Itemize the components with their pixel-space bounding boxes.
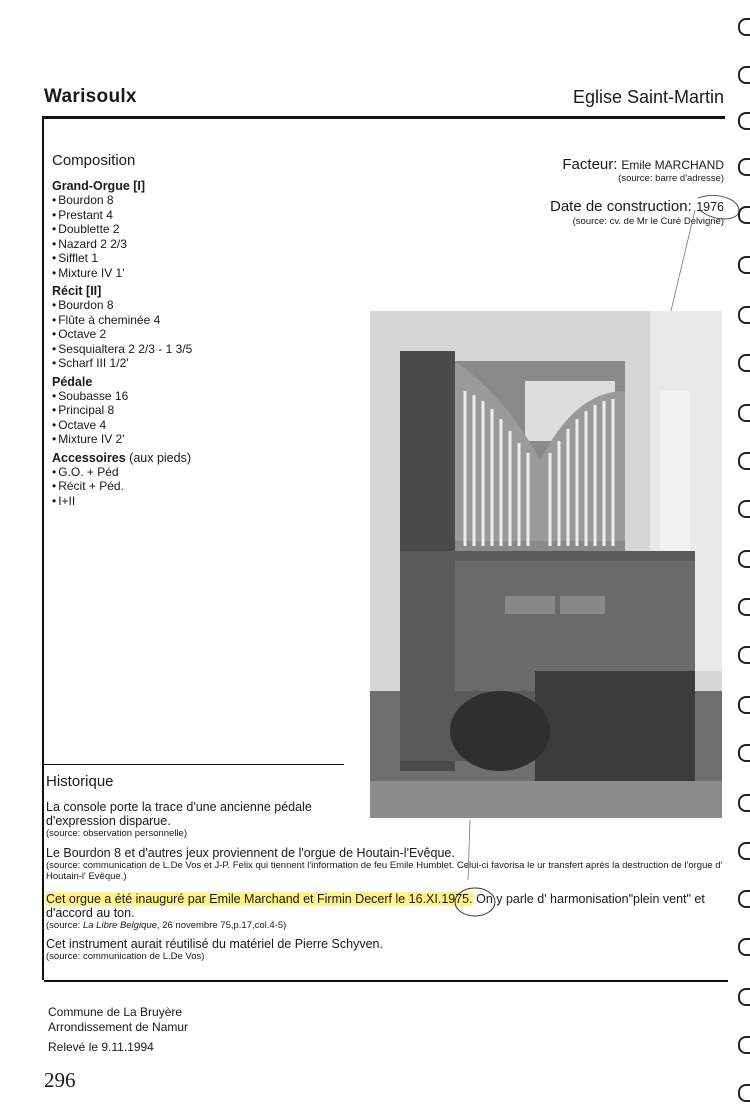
stop-item: • I+II [52,494,192,509]
date-label: Date de construction: [549,198,692,215]
stop-item: • Soubasse 16 [52,389,192,404]
spiral-ring [738,696,750,714]
spiral-ring [738,890,750,908]
spiral-ring [738,158,750,176]
stop-item: • Bourdon 8 [52,298,192,313]
entry-continuation: On y parle d' harmonisation"plein vent" et d'accord au ton. [46,892,705,920]
arrondissement-text: Arrondissement de Namur [48,1020,189,1034]
stop-list-grand-orgue [52,193,192,280]
highlighted-text: Cet orgue a été inauguré par Emile Marchand et Firmin Decerf le 16.XI.1975. [46,892,473,906]
stop-item: • Flûte à cheminée 4 [52,313,192,328]
stop-item: • Scharf III 1/2' [52,356,192,371]
stop-item: • Bourdon 8 [52,193,192,208]
composition-block [52,152,192,508]
spiral-ring [738,646,750,664]
stop-item: • Mixture IV 2' [52,432,192,447]
entry-text: Cet instrument aurait réutilisé du matériel de Pierre Schyven. [46,937,383,951]
stop-item: • Principal 8 [52,403,192,418]
top-rule [42,116,725,119]
spiral-ring [738,66,750,84]
spiral-ring [738,1036,750,1054]
accessoires-note: (aux pieds) [129,450,191,465]
organ-photo [370,311,722,818]
pencil-circle-annotation [450,820,510,930]
historique-entry [46,800,356,839]
spiral-ring [738,112,750,130]
spiral-ring [738,598,750,616]
spiral-ring [738,988,750,1006]
spiral-ring [738,794,750,812]
spiral-ring [738,550,750,568]
stop-item: • G.O. + Péd [52,465,192,480]
stop-item: • Sesquialtera 2 2/3 - 1 3/5 [52,342,192,357]
stop-item: • Récit + Péd. [52,479,192,494]
spiral-ring [738,306,750,324]
stop-list-accessoires [52,465,192,509]
place-title: Warisoulx [44,86,137,107]
releve-text: Relevé le 9.11.1994 [48,1040,154,1054]
historique-entry [46,846,730,882]
facteur-source: (source: barre d'adresse) [618,173,724,184]
stop-item: • Prestant 4 [52,208,192,223]
historique-heading: Historique [46,773,114,790]
spiral-ring [738,256,750,274]
stop-item: • Sifflet 1 [52,251,192,266]
stop-item: • Mixture IV 1' [52,266,192,281]
spiral-ring [738,500,750,518]
spiral-ring [738,744,750,762]
pencil-annotation [640,180,750,320]
church-title: Eglise Saint-Martin [572,87,724,107]
spiral-ring [738,18,750,36]
historique-entry [46,892,730,931]
spiral-ring [738,452,750,470]
stop-item: • Nazard 2 2/3 [52,237,192,252]
historique-rule [44,764,344,765]
composition-heading: Composition [52,152,136,169]
division-grand-orgue: Grand-Orgue [I] [52,179,146,193]
historique-entry [46,937,730,962]
division-pedale: Pédale [52,374,93,389]
spiral-ring [738,842,750,860]
spiral-ring [738,354,750,372]
footer-block [48,1005,188,1055]
entry-source: (source: communication de L.De Vos) [46,951,205,962]
bottom-rule [44,980,728,982]
entry-text [46,892,730,920]
commune-text: Commune de La Bruyère [48,1005,183,1019]
spiral-ring [738,404,750,422]
division-recit: Récit [II] [52,284,102,298]
stop-item: • Doublette 2 [52,222,192,237]
entry-source: (source: observation personnelle) [46,828,187,839]
facteur-value: Emile MARCHAND [621,158,724,172]
source-title: La Libre Belgique [82,920,157,931]
entry-source: (source: La Libre Belgique, 26 novembre 75,p.17,col.4-5) [46,920,287,931]
stop-item: • Octave 2 [52,327,192,342]
division-accessoires: Accessoires (aux pieds) [52,450,191,465]
date-source: (source: cv. de Mr le Curé Delvigne) [572,216,724,227]
entry-text: La console porte la trace d'une ancienne pédale d'expression disparue. [46,800,312,828]
stop-list-pedale [52,389,192,447]
date-value: 1976 [696,200,724,214]
spiral-ring [738,1084,750,1102]
stop-list-recit [52,298,192,371]
entry-text: Le Bourdon 8 et d'autres jeux proviennent de l'orgue de Houtain-l'Evêque. [46,846,455,860]
stop-item: • Octave 4 [52,418,192,433]
left-rule [42,116,44,980]
spiral-ring [738,938,750,956]
spiral-ring [738,206,750,224]
entry-source: (source: communication de L.De Vos et J-P. Felix qui tiennent l'information de feu Emile Humblet. Celui-ci favorisa le ur transfert après la destruction de l'orgue d' Houtain-l' Evêque.) [46,860,723,882]
facteur-label: Facteur: [562,156,618,173]
page-number: 296 [44,1068,76,1092]
